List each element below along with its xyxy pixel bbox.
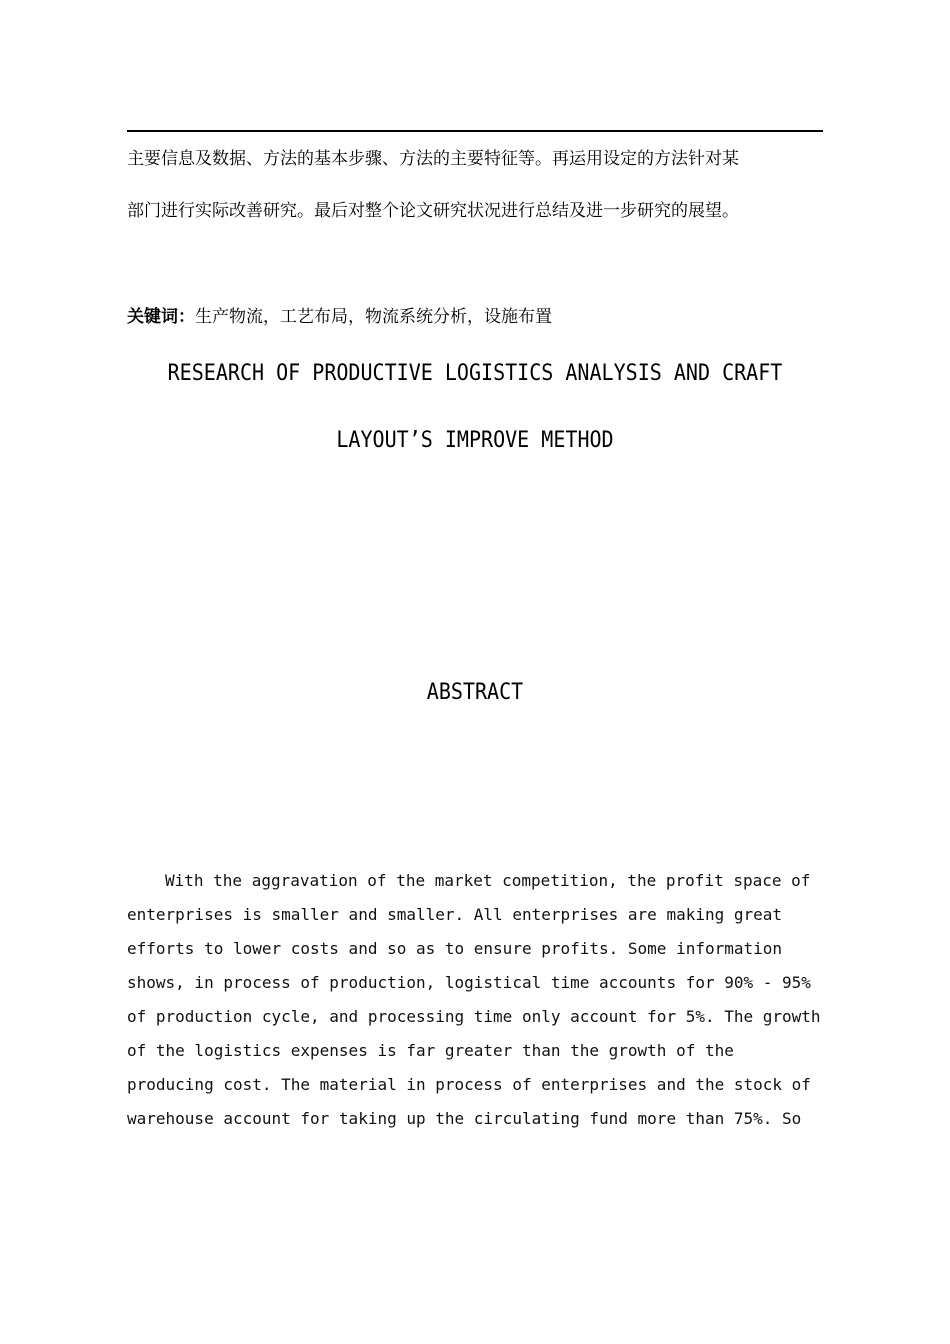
abstract-line: enterprises is smaller and smaller. All enterprises are making great <box>127 905 783 924</box>
abstract-body <box>127 870 827 1142</box>
abstract-line: efforts to lower costs and so as to ensure profits. Some information <box>127 939 783 958</box>
chinese-abstract-line-1: 主要信息及数据、方法的基本步骤、方法的主要特征等。再运用设定的方法针对某 <box>127 149 739 169</box>
abstract-line: of the logistics expenses is far greater than the growth of the <box>127 1041 734 1060</box>
abstract-line: producing cost. The material in process of enterprises and the stock of <box>127 1075 811 1094</box>
abstract-line: of production cycle, and processing time only account for 5%. The growth <box>127 1007 821 1026</box>
abstract-line: shows, in process of production, logistical time accounts for 90% - 95% <box>127 973 811 992</box>
chinese-abstract-line-2: 部门进行实际改善研究。最后对整个论文研究状况进行总结及进一步研究的展望。 <box>127 201 739 221</box>
header-rule <box>127 130 823 132</box>
abstract-line: warehouse account for taking up the circulating fund more than 75%. So <box>127 1109 802 1128</box>
keywords-line <box>127 307 552 327</box>
keywords-text: 生产物流，工艺布局，物流系统分析，设施布置 <box>195 307 552 327</box>
keywords-label: 关键词： <box>127 307 195 327</box>
abstract-line: With the aggravation of the market competition, the profit space of <box>165 871 811 890</box>
english-title-line-2: LAYOUT’S IMPROVE METHOD <box>336 428 614 453</box>
english-title-line-1: RESEARCH OF PRODUCTIVE LOGISTICS ANALYSIS AND CRAFT <box>167 361 783 386</box>
abstract-heading: ABSTRACT <box>426 680 524 705</box>
